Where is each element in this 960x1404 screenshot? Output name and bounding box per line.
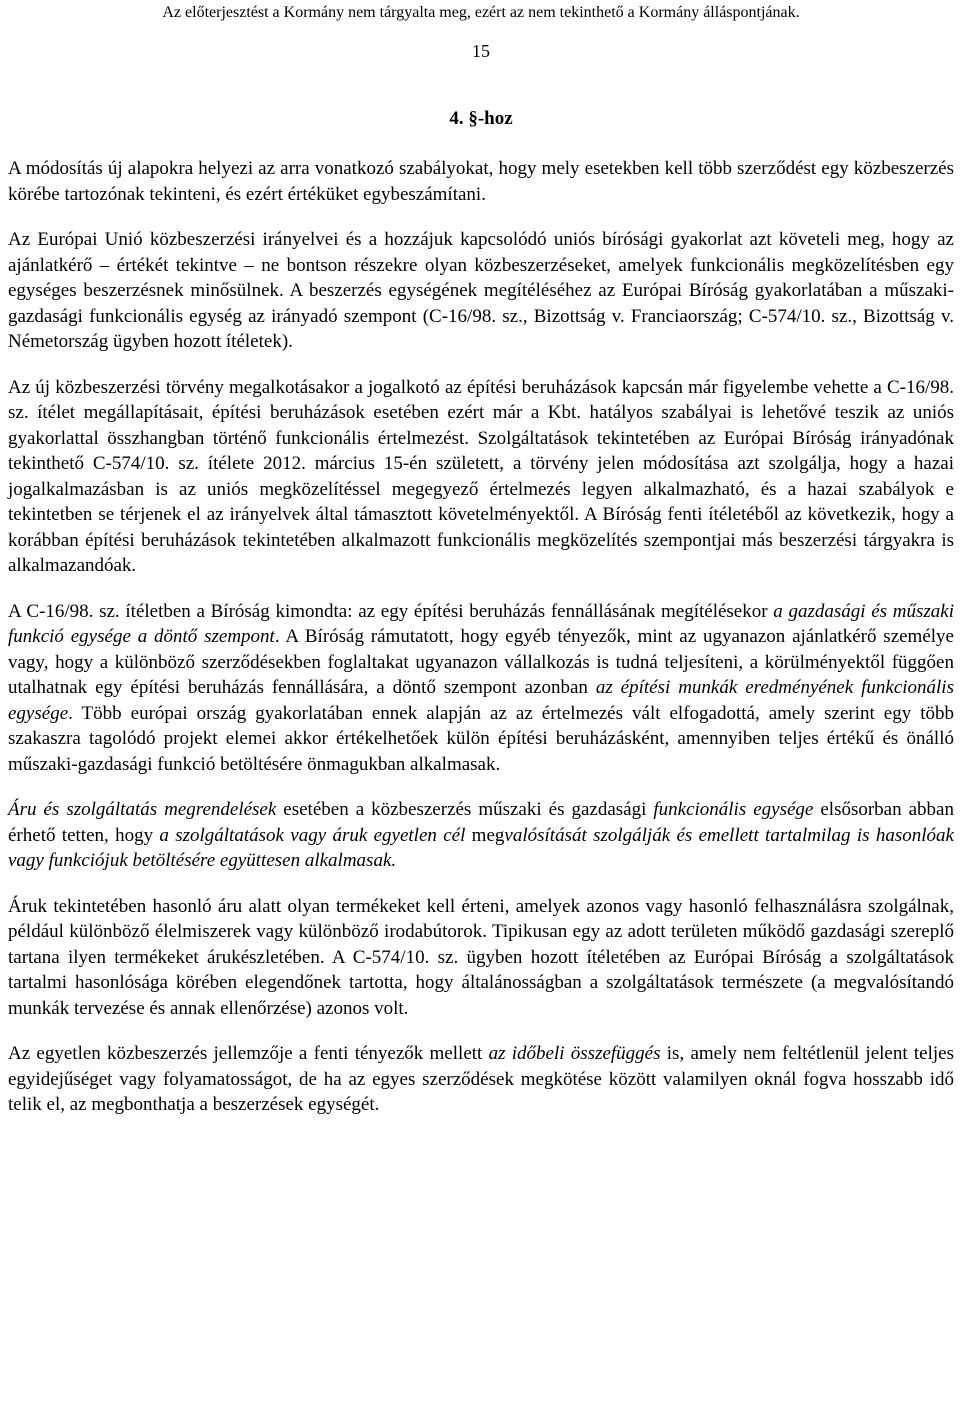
- text-run-italic: a szolgáltatások vagy áruk egyetlen cél: [159, 824, 466, 846]
- text-run-italic: valósítását szolgálják és emellett tartalmilag is hasonlóak vagy funkciójuk betöltésére együttesen alkalmasak.: [8, 824, 954, 871]
- text-run: is, amely nem feltétlenül jelent teljes egyidejűséget vagy folyamatosságot, de ha az egyes szerződések megkötése között valamilyen oknál fogva hosszabb idő telik el, az megbonthatja a beszerzések egységét.: [8, 1043, 954, 1115]
- text-run-italic: az időbeli összefüggés: [488, 1043, 661, 1064]
- paragraph: Áruk tekintetében hasonló áru alatt olyan termékeket kell érteni, amelyek azonos vagy hasonló felhasználásra szolgálnak, például különböző élelmiszerek vagy különböző irodabútorok. Tipikusan egy az adott területen működő gazdasági szereplő tartana ilyen termékeket árukészletében. A C-574/10. sz. ügyben hozott ítéletében az Európai Bíróság a szolgáltatások tartalmi hasonlósága körében elegendőnek tartotta, hogy általánosságban a szolgáltatások természete (a megvalósítandó munkák tervezése és annak ellenőrzése) azonos volt.: [8, 895, 954, 1019]
- text-run: Az egyetlen közbeszerzés jellemzője a fenti tényezők mellett: [8, 1043, 489, 1064]
- page-number: 15: [472, 41, 490, 61]
- text-run-italic: a gazdasági és műszaki funkció egysége a döntő szempont: [8, 600, 954, 647]
- text-run-italic: Áru és szolgáltatás megrendelések: [8, 799, 277, 820]
- header-notice: Az előterjesztést a Kormány nem tárgyalta meg, ezért az nem tekinthető a Kormány álláspontjának.: [162, 4, 800, 21]
- text-run: . A Bíróság rámutatott, hogy egyéb tényezők, mint az ugyanazon ajánlatkérő személye vagy, hogy a különböző szerződésekben foglaltakat ugyanazon vállalkozás is tudná teljesíteni, a körülményektől függően utalhatnak egy építési beruházás fennállására, a döntő szempont azonban: [8, 626, 954, 698]
- text-run: elsősorban abban érhető tetten, hogy: [8, 799, 954, 846]
- paragraph: [8, 1041, 954, 1118]
- text-run: esetében a közbeszerzés műszaki és gazdasági: [276, 799, 654, 820]
- section-heading: 4. §-hoz: [449, 108, 513, 129]
- paragraph: [8, 599, 954, 778]
- text-run-italic: funkcionális egysége: [653, 799, 814, 820]
- paragraph: [8, 797, 954, 874]
- document-page: [8, 0, 954, 1118]
- text-run: A C-16/98. sz. ítéletben a Bíróság kimondta: az egy építési beruházás fennállásának megítélésekor: [8, 600, 774, 622]
- text-run: . Több európai ország gyakorlatában ennek alapján az az értelmezés vált elfogadottá, amely szerint egy több szakaszra tagolódó projekt elemei akkor értékelhetőek külön építési beruházásként, amennyiben teljes értékű és önálló műszaki-gazdasági funkció betöltésére önmagukban alkalmasak.: [8, 702, 954, 775]
- paragraph: A módosítás új alapokra helyezi az arra vonatkozó szabályokat, hogy mely esetekben kell több szerződést egy közbeszerzés körébe tartozónak tekinteni, és ezért értéküket egybeszámítani.: [8, 158, 954, 205]
- paragraph: Az Európai Unió közbeszerzési irányelvei és a hozzájuk kapcsolódó uniós bírósági gyakorlat azt követeli meg, hogy az ajánlatkérő – értékét tekintve – ne bontson részekre olyan közbeszerzéseket, amelyek funkcionális megközelítésben egy egységes beszerzésnek minősülnek. A beszerzés egységének megítéléséhez az Európai Bíróság gyakorlatában a műszaki-gazdasági funkcionális egység az irányadó szempont (C-16/98. sz., Bizottság v. Franciaország; C-574/10. sz., Bizottság v. Németország ügyben hozott ítéletek).: [8, 229, 954, 352]
- text-run-italic: az építési munkák eredményének funkcionális egysége: [8, 677, 954, 724]
- text-run: meg: [465, 824, 505, 846]
- paragraph: Az új közbeszerzési törvény megalkotásakor a jogalkotó az építési beruházások kapcsán már figyelembe vehette a C-16/98. sz. ítélet megállapításait, építési beruházások esetében ezért már a Kbt. hatályos szabályai is lehetővé teszik az uniós gyakorlattal összhangban történő funkcionális értelmezést. Szolgáltatások tekintetében az Európai Bíróság irányadónak tekinthető C-574/10. sz. ítélete 2012. március 15-én született, a törvény jelen módosítása azt szolgálja, hogy a hazai jogalkalmazásban is az uniós megközelítéssel megegyező értelmezés legyen alkalmazható, és a hazai szabályok e tekintetben se térjenek el az irányelvek által támasztott követelményektől. A Bíróság fenti ítéletéből az következik, hogy a korábban építési beruházások tekintetében alkalmazott funkcionális megközelítés szempontjai más beszerzési tárgyakra is alkalmazandóak.: [8, 376, 954, 576]
